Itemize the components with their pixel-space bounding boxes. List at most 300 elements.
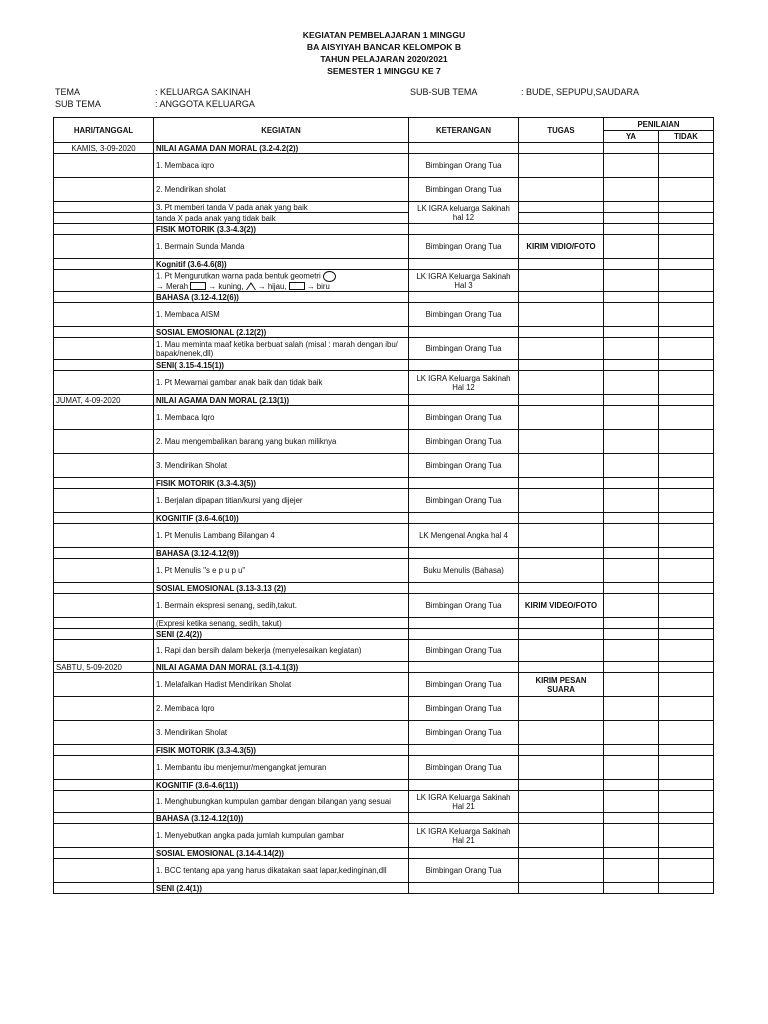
empty-cell [519,213,604,224]
empty-cell [659,859,714,883]
empty-cell [659,143,714,154]
keterangan-cell: Bimbingan Orang Tua [409,697,519,721]
empty-cell [604,721,659,745]
subsub-tema-label: SUB-SUB TEMA [410,87,478,97]
empty-cell [54,202,154,213]
keterangan-cell: Bimbingan Orang Tua [409,673,519,697]
empty-cell [659,303,714,327]
empty-cell [659,629,714,640]
empty-cell [519,824,604,848]
empty-cell [604,756,659,780]
table-row [54,721,714,745]
empty-cell [659,662,714,673]
keterangan-cell: LK IGRA Keluarga Sakinah Hal 12 [409,371,519,395]
table-row [54,454,714,478]
empty-cell [659,824,714,848]
empty-cell [54,813,154,824]
table-row [54,143,714,154]
empty-cell [54,780,154,791]
empty-cell [519,745,604,756]
keterangan-cell: Bimbingan Orang Tua [409,406,519,430]
empty-cell [54,478,154,489]
empty-cell [519,548,604,559]
section-heading: FISIK MOTORIK (3.3-4.3(2)) [154,224,409,235]
empty-cell [519,662,604,673]
empty-cell [659,780,714,791]
empty-cell [519,813,604,824]
activity-cell: 1. Menyebutkan angka pada jumlah kumpulan gambar [154,824,409,848]
empty-cell [604,883,659,894]
empty-cell [604,406,659,430]
empty-cell [409,780,519,791]
table-row [54,629,714,640]
empty-cell [54,178,154,202]
empty-cell [519,756,604,780]
table-row [54,371,714,395]
empty-cell [409,360,519,371]
table-row [54,662,714,673]
empty-cell [659,513,714,524]
doc-title-line-3: TAHUN PELAJARAN 2020/2021 [320,54,448,64]
table-row [54,292,714,303]
empty-cell [519,848,604,859]
empty-cell [604,583,659,594]
table-row [54,270,714,292]
table-row [54,360,714,371]
empty-cell [519,406,604,430]
empty-cell [519,859,604,883]
empty-cell [409,395,519,406]
table-row [54,559,714,583]
keterangan-cell: Buku Menulis (Bahasa) [409,559,519,583]
activity-cell: 2. Membaca Iqro [154,697,409,721]
keterangan-cell: Bimbingan Orang Tua [409,756,519,780]
keterangan-cell: Bimbingan Orang Tua [409,154,519,178]
empty-cell [604,371,659,395]
arrow-merah: → Merah [156,281,189,291]
empty-cell [54,303,154,327]
empty-cell [604,673,659,697]
activity-cell: tanda X pada anak yang tidak baik [154,213,409,224]
table-row [54,154,714,178]
keterangan-cell: LK IGRA keluarga Sakinah hal 12 [409,202,519,224]
empty-cell [604,213,659,224]
empty-cell [54,360,154,371]
empty-cell [409,883,519,894]
empty-cell [659,360,714,371]
empty-cell [659,338,714,360]
activity-cell: (Expresi ketika senang, sedih, takut) [154,618,409,629]
arrow-hijau: → hijau, [257,281,287,291]
empty-cell [519,327,604,338]
empty-cell [54,859,154,883]
empty-cell [604,224,659,235]
empty-cell [604,454,659,478]
col-header-kegiatan: KEGIATAN [154,118,409,143]
empty-cell [659,430,714,454]
empty-cell [409,292,519,303]
section-heading: NILAI AGAMA DAN MORAL (3.2-4.2(2)) [154,143,409,154]
section-heading: FISIK MOTORIK (3.3-4.3(5)) [154,478,409,489]
empty-cell [604,791,659,813]
table-row [54,224,714,235]
empty-cell [659,489,714,513]
table-row [54,756,714,780]
activity-cell: 3. Pt memberi tanda V pada anak yang baik [154,202,409,213]
empty-cell [659,270,714,292]
table-row [54,583,714,594]
empty-cell [604,813,659,824]
empty-cell [54,548,154,559]
empty-cell [54,338,154,360]
empty-cell [54,270,154,292]
table-row [54,259,714,270]
keterangan-cell: Bimbingan Orang Tua [409,721,519,745]
empty-cell [54,406,154,430]
empty-cell [54,629,154,640]
activity-cell: 1. Berjalan dipapan titian/kursi yang dijejer [154,489,409,513]
table-row [54,548,714,559]
activity-cell: 1. BCC tentang apa yang harus dikatakan saat lapar,kedinginan,dll [154,859,409,883]
empty-cell [659,395,714,406]
activity-cell: 3. Mendirikan Sholat [154,454,409,478]
section-heading: NILAI AGAMA DAN MORAL (2.13(1)) [154,395,409,406]
doc-title-line-2: BA AISYIYAH BANCAR KELOMPOK B [306,42,462,52]
empty-cell [604,292,659,303]
empty-cell [659,478,714,489]
section-heading: SENI (2.4(2)) [154,629,409,640]
activity-text: 1. Pt Mengurutkan warna pada bentuk geometri [156,271,321,281]
table-row [54,406,714,430]
empty-cell [604,178,659,202]
empty-cell [54,721,154,745]
section-heading: SENI (2.4(1)) [154,883,409,894]
empty-cell [519,721,604,745]
empty-cell [519,559,604,583]
empty-cell [604,154,659,178]
activity-cell [154,270,409,292]
empty-cell [659,745,714,756]
empty-cell [604,303,659,327]
empty-cell [659,813,714,824]
activity-cell: 1. Membaca Iqro [154,406,409,430]
empty-cell [519,259,604,270]
table-row [54,395,714,406]
activity-cell: 1. Menghubungkan kumpulan gambar dengan bilangan yang sesuai [154,791,409,813]
header-row [54,118,714,131]
empty-cell [659,756,714,780]
empty-cell [409,848,519,859]
section-heading: BAHASA (3.12-4.12(10)) [154,813,409,824]
empty-cell [519,303,604,327]
activity-cell: 1. Melafalkan Hadist Mendirikan Sholat [154,673,409,697]
empty-cell [659,224,714,235]
keterangan-cell: Bimbingan Orang Tua [409,178,519,202]
keterangan-cell: LK Mengenal Angka hal 4 [409,524,519,548]
empty-cell [519,338,604,360]
empty-cell [659,202,714,213]
empty-cell [604,594,659,618]
activity-cell: 2. Mau mengembalikan barang yang bukan miliknya [154,430,409,454]
empty-cell [409,259,519,270]
table-row [54,813,714,824]
col-header-tugas: TUGAS [519,118,604,143]
triangle-icon [246,282,256,290]
empty-cell [659,292,714,303]
empty-cell [519,640,604,662]
table-row [54,178,714,202]
section-heading: Kognitif (3.6-4.6(8)) [154,259,409,270]
empty-cell [54,489,154,513]
empty-cell [604,513,659,524]
tema-label: TEMA [55,87,81,97]
empty-cell [54,154,154,178]
empty-cell [604,327,659,338]
activity-cell: 1. Pt Mewarnai gambar anak baik dan tidak baik [154,371,409,395]
empty-cell [659,213,714,224]
empty-cell [54,224,154,235]
table-row [54,594,714,618]
empty-cell [519,791,604,813]
table-row [54,489,714,513]
table-row [54,673,714,697]
empty-cell [604,235,659,259]
tugas-cell: KIRIM VIDIO/FOTO [519,235,604,259]
table-row [54,202,714,213]
empty-cell [54,513,154,524]
empty-cell [54,454,154,478]
table-row [54,235,714,259]
activity-cell: 1. Bermain Sunda Manda [154,235,409,259]
table-row [54,618,714,629]
empty-cell [604,395,659,406]
empty-cell [519,883,604,894]
empty-cell [519,360,604,371]
empty-cell [519,430,604,454]
activity-cell: 1. Membantu ibu menjemur/mengangkat jemuran [154,756,409,780]
table-row [54,327,714,338]
col-header-hari: HARI/TANGGAL [54,118,154,143]
section-heading: SOSIAL EMOSIONAL (3.13-3.13 (2)) [154,583,409,594]
empty-cell [54,640,154,662]
empty-cell [409,745,519,756]
empty-cell [519,143,604,154]
empty-cell [659,791,714,813]
section-heading: BAHASA (3.12-4.12(6)) [154,292,409,303]
activity-cell: 1. Pt Menulis "s e p u p u" [154,559,409,583]
keterangan-cell: Bimbingan Orang Tua [409,454,519,478]
empty-cell [54,583,154,594]
empty-cell [409,548,519,559]
col-header-tidak: TIDAK [659,131,714,143]
empty-cell [54,883,154,894]
empty-cell [604,202,659,213]
empty-cell [519,629,604,640]
date-cell: SABTU, 5-09-2020 [54,662,154,673]
empty-cell [659,559,714,583]
empty-cell [604,662,659,673]
empty-cell [604,824,659,848]
tema-value: : KELUARGA SAKINAH [155,87,251,97]
activity-cell: 1. Bermain ekspresi senang, sedih,takut. [154,594,409,618]
keterangan-cell: LK IGRA Keluarga Sakinah Hal 3 [409,270,519,292]
empty-cell [54,559,154,583]
empty-cell [54,594,154,618]
section-heading: SOSIAL EMOSIONAL (3.14-4.14(2)) [154,848,409,859]
tugas-cell: KIRIM VIDEO/FOTO [519,594,604,618]
keterangan-cell: Bimbingan Orang Tua [409,338,519,360]
empty-cell [519,224,604,235]
empty-cell [659,371,714,395]
activity-cell: 1. Membaca AISM [154,303,409,327]
empty-cell [409,513,519,524]
empty-cell [604,745,659,756]
empty-cell [604,270,659,292]
empty-cell [604,143,659,154]
empty-cell [519,395,604,406]
section-heading: FISIK MOTORIK (3.3-4.3(5)) [154,745,409,756]
col-header-ya: YA [604,131,659,143]
empty-cell [604,629,659,640]
section-heading: NILAI AGAMA DAN MORAL (3.1-4.1(3)) [154,662,409,673]
empty-cell [604,548,659,559]
section-heading: SENI( 3.15-4.15(1)) [154,360,409,371]
empty-cell [604,780,659,791]
empty-cell [659,524,714,548]
empty-cell [54,213,154,224]
empty-cell [54,697,154,721]
empty-cell [659,327,714,338]
col-header-penilaian: PENILAIAN [604,118,714,131]
empty-cell [54,618,154,629]
keterangan-cell: Bimbingan Orang Tua [409,594,519,618]
keterangan-cell: Bimbingan Orang Tua [409,859,519,883]
empty-cell [659,154,714,178]
empty-cell [519,292,604,303]
table-row [54,780,714,791]
empty-cell [604,559,659,583]
empty-cell [659,454,714,478]
activity-cell: 1. Rapi dan bersih dalam bekerja (menyelesaikan kegiatan) [154,640,409,662]
empty-cell [409,327,519,338]
keterangan-cell: Bimbingan Orang Tua [409,640,519,662]
empty-cell [604,489,659,513]
keterangan-cell: Bimbingan Orang Tua [409,489,519,513]
arrow-kuning: → kuning, [208,281,244,291]
table-row [54,524,714,548]
empty-cell [409,662,519,673]
empty-cell [519,202,604,213]
empty-cell [519,489,604,513]
empty-cell [54,292,154,303]
keterangan-cell: Bimbingan Orang Tua [409,430,519,454]
table-row [54,430,714,454]
empty-cell [659,583,714,594]
date-cell: KAMIS, 3-09-2020 [54,143,154,154]
empty-cell [604,640,659,662]
activity-table [53,117,714,894]
empty-cell [54,371,154,395]
empty-cell [604,338,659,360]
activity-cell: 1. Mau meminta maaf ketika berbuat salah (misal : marah dengan ibu/ bapak/nenek,dll) [154,338,409,360]
table-row [54,640,714,662]
empty-cell [519,454,604,478]
empty-cell [659,697,714,721]
arrow-biru: → biru [306,281,330,291]
table-row [54,791,714,813]
subtema-value: : ANGGOTA KELUARGA [155,99,255,109]
table-row [54,824,714,848]
activity-cell: 1. Membaca iqro [154,154,409,178]
section-heading: KOGNITIF (3.6-4.6(11)) [154,780,409,791]
empty-cell [604,848,659,859]
keterangan-cell: LK IGRA Keluarga Sakinah Hal 21 [409,791,519,813]
empty-cell [54,791,154,813]
empty-cell [604,430,659,454]
empty-cell [54,824,154,848]
empty-cell [659,673,714,697]
empty-cell [409,143,519,154]
empty-cell [604,259,659,270]
empty-cell [54,430,154,454]
square-icon [289,282,305,290]
empty-cell [409,478,519,489]
empty-cell [519,178,604,202]
empty-cell [659,406,714,430]
table-row [54,745,714,756]
empty-cell [659,721,714,745]
empty-cell [519,780,604,791]
section-heading: SOSIAL EMOSIONAL (2.12(2)) [154,327,409,338]
section-heading: KOGNITIF (3.6-4.6(10)) [154,513,409,524]
empty-cell [519,583,604,594]
empty-cell [54,745,154,756]
empty-cell [54,524,154,548]
empty-cell [54,756,154,780]
empty-cell [659,883,714,894]
circle-icon [323,271,336,282]
empty-cell [604,859,659,883]
table-row [54,478,714,489]
subtema-label: SUB TEMA [55,99,101,109]
keterangan-cell: LK IGRA Keluarga Sakinah Hal 21 [409,824,519,848]
empty-cell [659,640,714,662]
tugas-cell: KIRIM PESAN SUARA [519,673,604,697]
activity-cell: 1. Pt Menulis Lambang Bilangan 4 [154,524,409,548]
doc-title-line-1: KEGIATAN PEMBELAJARAN 1 MINGGU [302,30,466,40]
empty-cell [54,259,154,270]
empty-cell [409,618,519,629]
table-row [54,859,714,883]
activity-cell: 3. Mendirikan Sholat [154,721,409,745]
col-header-keterangan: KETERANGAN [409,118,519,143]
empty-cell [604,524,659,548]
empty-cell [604,360,659,371]
empty-cell [54,848,154,859]
empty-cell [519,697,604,721]
table-row [54,513,714,524]
empty-cell [659,848,714,859]
empty-cell [54,235,154,259]
section-heading: BAHASA (3.12-4.12(9)) [154,548,409,559]
empty-cell [519,513,604,524]
table-row [54,213,714,224]
empty-cell [519,154,604,178]
table-row [54,338,714,360]
empty-cell [659,235,714,259]
table-row [54,303,714,327]
empty-cell [54,673,154,697]
